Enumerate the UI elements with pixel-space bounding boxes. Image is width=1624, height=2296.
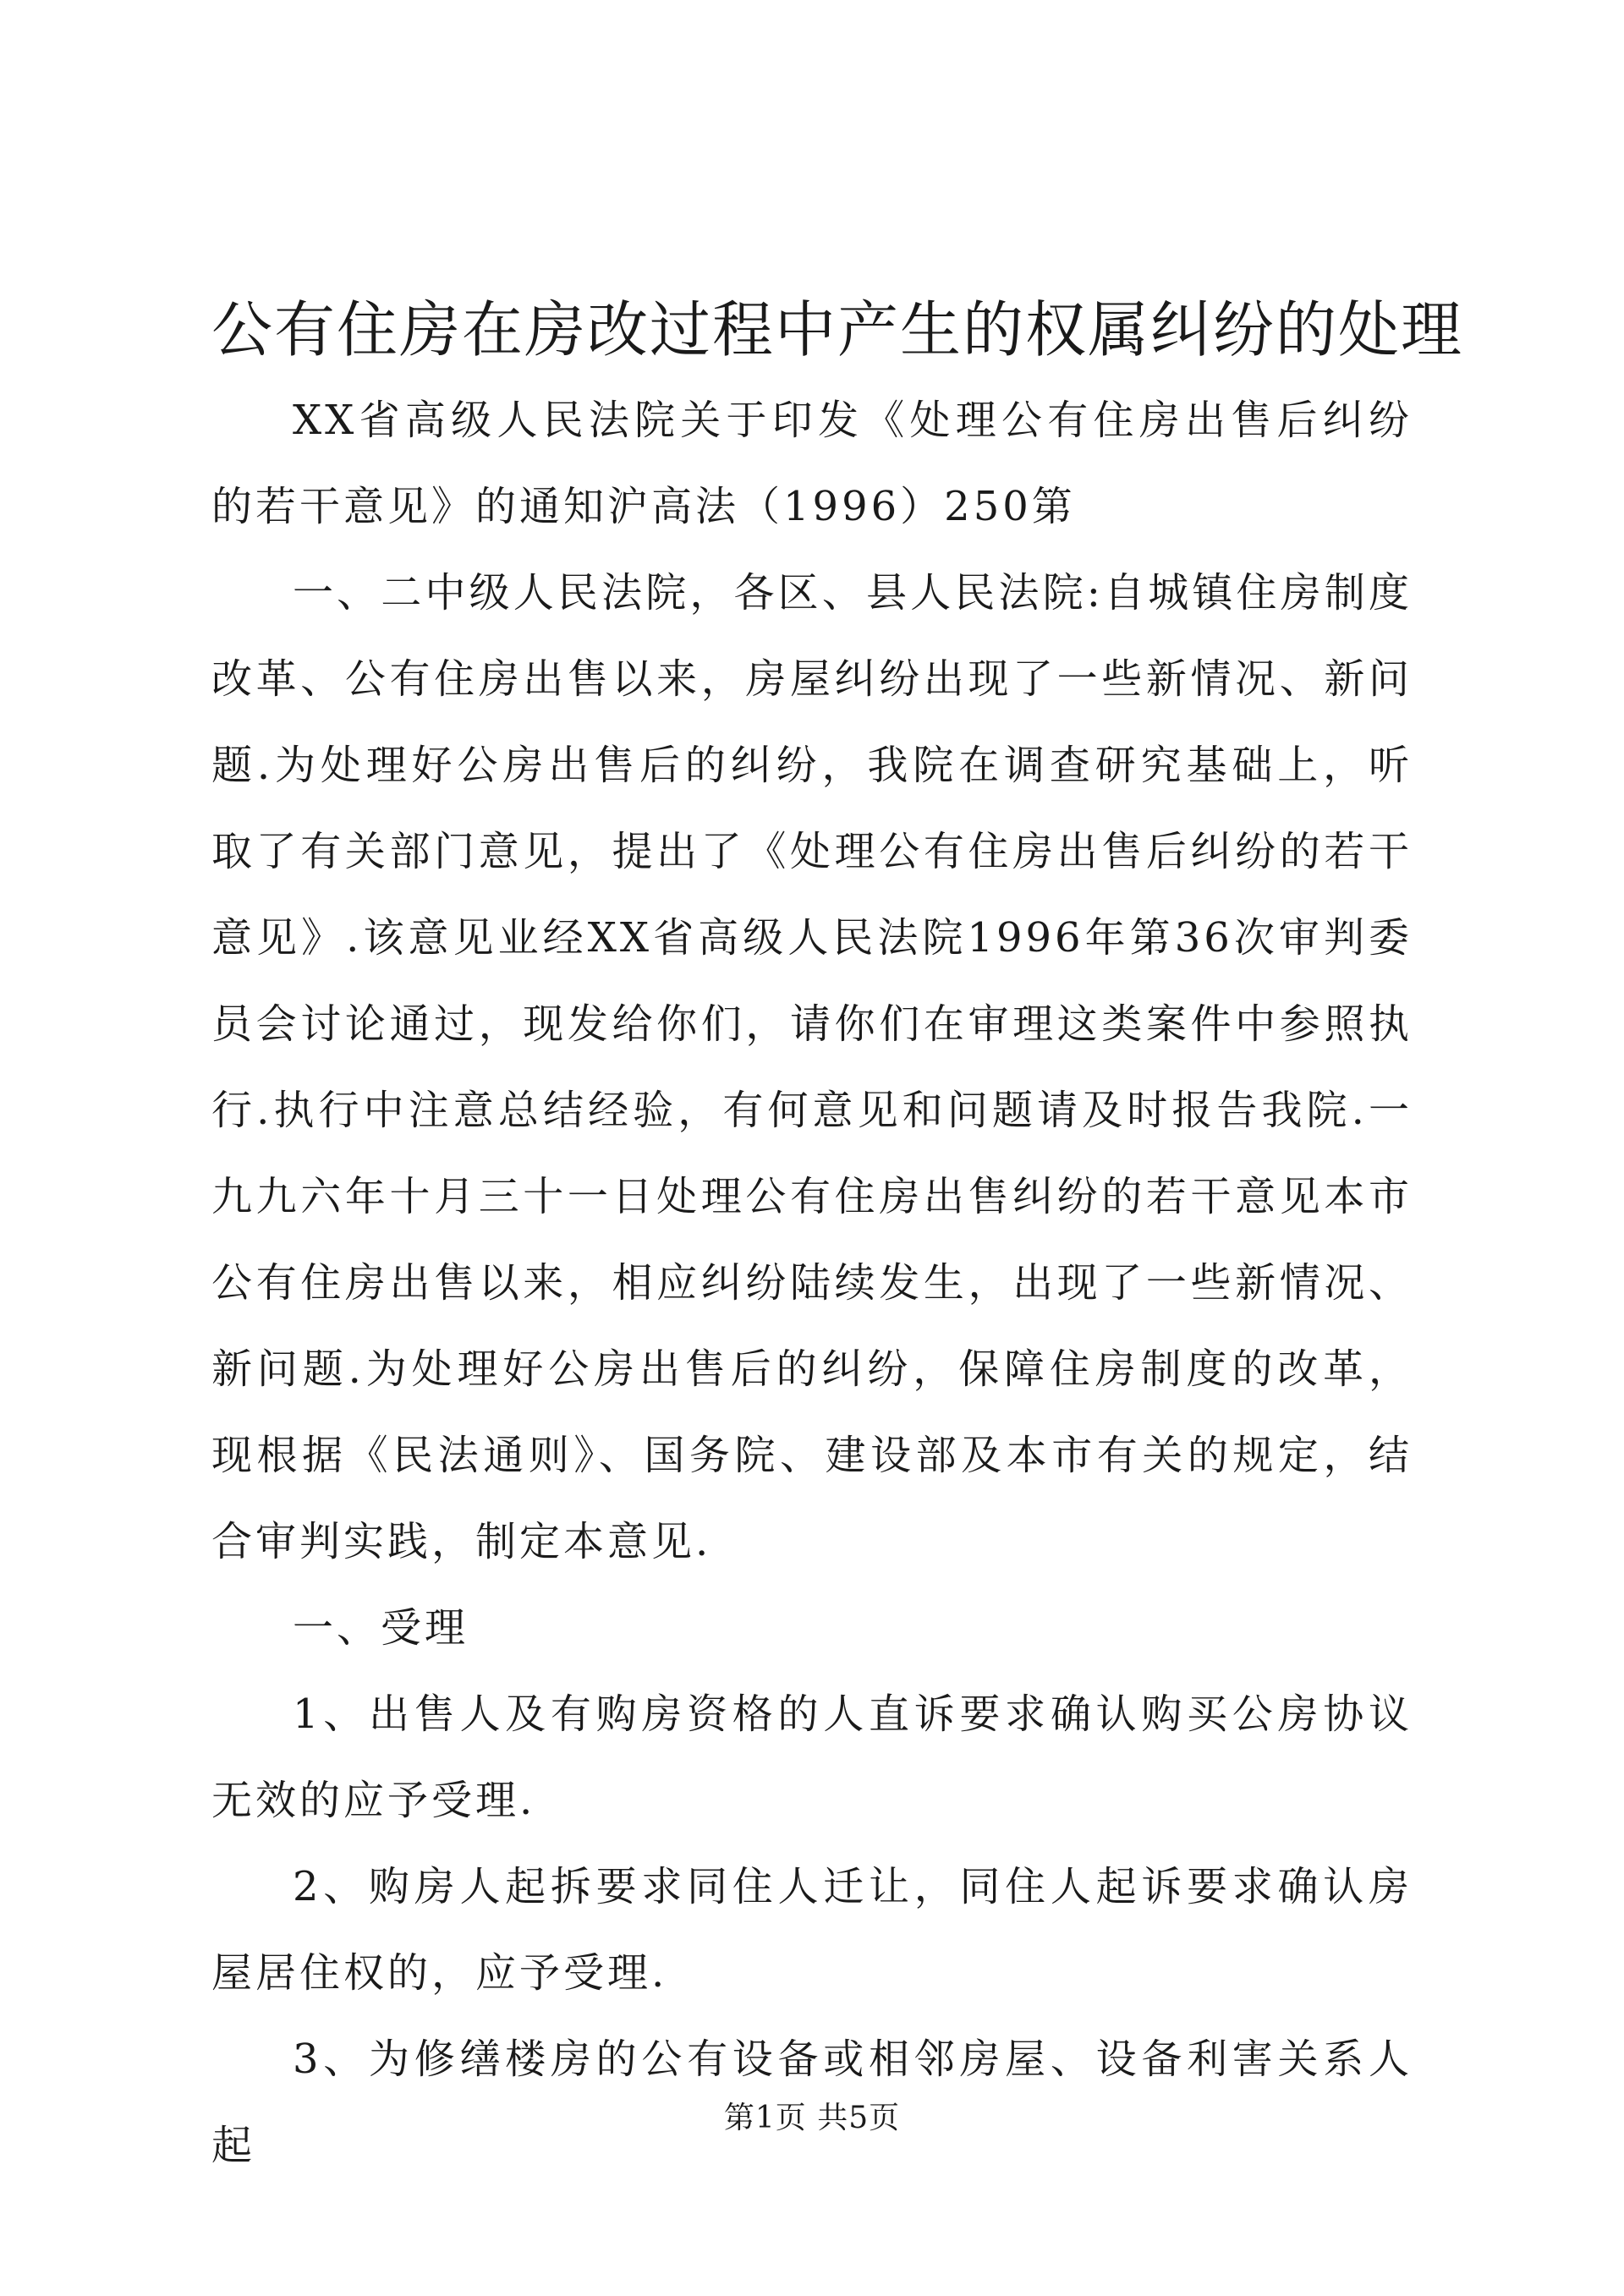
paragraph-notice-heading: XX省高级人民法院关于印发《处理公有住房出售后纠纷的若干意见》的通知沪高法（1996）250第 xyxy=(211,397,1413,530)
section-heading-acceptance: 一、受理 xyxy=(293,1604,469,1652)
paragraph-item-1: 1、出售人及有购房资格的人直诉要求确认购买公房协议无效的应予受理. xyxy=(211,1690,1413,1824)
page-number-footer: 第1页 共5页 xyxy=(723,2101,901,2135)
paragraph-item-3: 3、为修缮楼房的公有设备或相邻房屋、设备利害关系人起 xyxy=(211,2036,1413,2169)
paragraph-notice-body: 一、二中级人民法院，各区、县人民法院:自城镇住房制度改革、公有住房出售以来，房屋纠纷出现了一些新情况、新问题.为处理好公房出售后的纠纷，我院在调查研究基础上，听取了有关部门意见，提出了《处理公有住房出售后纠纷的若干意见》.该意见业经XX省高级人民法院1996年第36次审判委员会讨论通过，现发给你们，请你们在审理这类案件中参照执行.执行中注意总结经验，有何意见和问题请及时报告我院.一九九六年十月三十一日处理公有住房出售纠纷的若干意见本市公有住房出售以来，相应纠纷陆续发生，出现了一些新情况、新问题.为处理好公房出售后的纠纷，保障住房制度的改革，现根据《民法通则》、国务院、建设部及本市有关的规定，结合审判实践，制定本意见. xyxy=(211,569,1413,1565)
document-title: 公有住房在房改过程中产生的权属纠纷的处理 xyxy=(211,294,1464,365)
paragraph-item-2: 2、购房人起拆要求同住人迁让，同住人起诉要求确认房屋居住权的，应予受理. xyxy=(211,1863,1413,1997)
document-body xyxy=(211,377,1413,2189)
